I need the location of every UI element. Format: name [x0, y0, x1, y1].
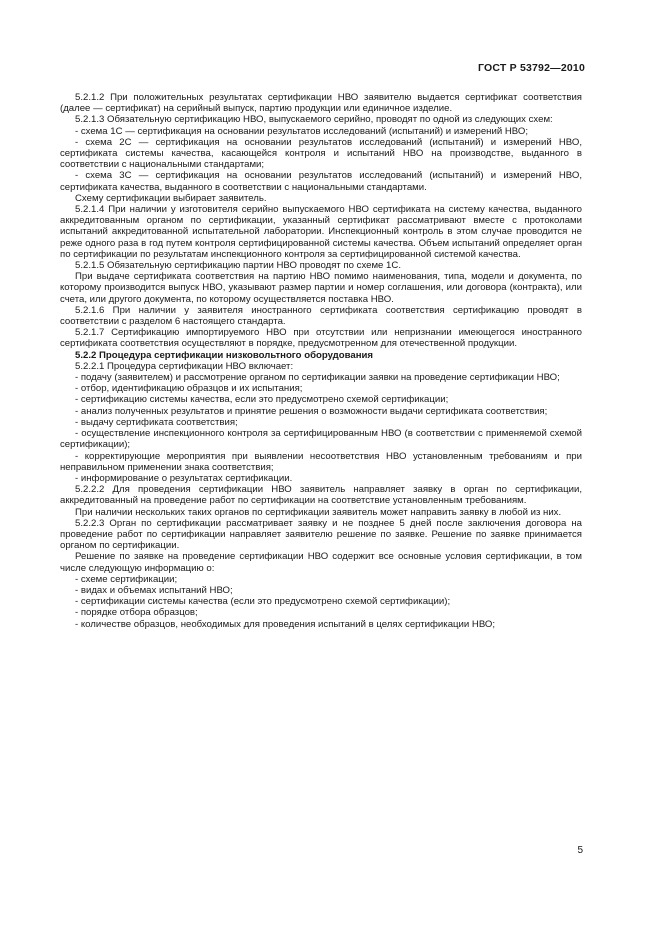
list-item: - схема 2С — сертификация на основании результатов исследований (испытаний) и измерений НВО, сертификата системы качества, касающейся контроля и испытаний НВО на производстве, выданного в соответствии с национальными стандартами;	[60, 136, 582, 171]
list-item: - информирование о результатах сертификации.	[75, 472, 293, 484]
list-item: - отбор, идентификацию образцов и их испытания;	[75, 383, 303, 395]
list-item: - подачу (заявителем) и рассмотрение органом по сертификации заявки на проведение сертификации НВО;	[75, 372, 560, 384]
paragraph: 5.2.2.1 Процедура сертификации НВО включает:	[75, 360, 294, 372]
list-item: - количестве образцов, необходимых для проведения испытаний в целях сертификации НВО;	[75, 618, 496, 630]
list-item: - анализ полученных результатов и принятие решения о возможности выдачи сертификата соответствия;	[75, 405, 548, 417]
paragraph: При наличии нескольких таких органов по сертификации заявитель может направить заявку в любой из них.	[75, 506, 562, 518]
list-item: - схема 1С — сертификация на основании результатов исследований (испытаний) и измерений НВО;	[75, 125, 528, 137]
list-item: - сертификацию системы качества, если это предусмотрено схемой сертификации;	[75, 394, 449, 406]
paragraph: 5.2.2.2 Для проведения сертификации НВО заявитель направляет заявку в орган по сертификации, аккредитованный на проведение работ по сертификации на соответствие установленным требованиям.	[60, 484, 582, 507]
paragraph: 5.2.2.3 Орган по сертификации рассматривает заявку и не позднее 5 дней после заключения договора на проведение работ по сертификации направляет заявителю решение по заявке. Решение по заявке принимается органом по сертификации.	[60, 517, 582, 552]
list-item: - выдачу сертификата соответствия;	[75, 416, 238, 428]
paragraph: 5.2.1.5 Обязательную сертификацию партии НВО проводят по схеме 1С.	[75, 260, 401, 272]
list-item: - корректирующие мероприятия при выявлении несоответствия НВО установленным требованиям и при неправильном применении знака соответствия;	[60, 450, 582, 473]
list-item: - видах и объемах испытаний НВО;	[75, 584, 233, 596]
standard-header: ГОСТ Р 53792—2010	[477, 62, 585, 74]
paragraph: Схему сертификации выбирает заявитель.	[75, 192, 267, 204]
paragraph: При выдаче сертификата соответствия на партию НВО помимо наименования, типа, модели и документа, по которому производится выпуск НВО, указывают размер партии и номер соглашения, или договора (контракта), или счета, или другого документа, по которому осуществляется поставка НВО.	[60, 271, 582, 305]
paragraph: 5.2.1.7 Сертификацию импортируемого НВО при отсутствии или непризнании имеющегося иностранного сертификата соответствия осуществляют в порядке, предусмотренном для отечественной продукции.	[60, 327, 582, 350]
document-body	[60, 92, 582, 630]
list-item: - сертификации системы качества (если это предусмотрено схемой сертификации);	[75, 596, 451, 608]
paragraph: 5.2.1.3 Обязательную сертификацию НВО, выпускаемого серийно, проводят по одной из следующих схем:	[75, 114, 553, 126]
list-item: - схеме сертификации;	[75, 573, 178, 585]
paragraph: 5.2.1.2 При положительных результатах сертификации НВО заявителю выдается сертификат соответствия (далее — сертификат) на серийный выпуск, партию продукции или единичное изделие.	[60, 92, 582, 115]
page-number: 5	[577, 845, 583, 856]
list-item: - осуществление инспекционного контроля за сертифицированным НВО (в соответствии с применяемой схемой сертификации);	[60, 428, 582, 451]
paragraph: 5.2.1.6 При наличии у заявителя иностранного сертификата соответствия сертификацию проводят в соответствии с разделом 6 настоящего стандарта.	[60, 304, 582, 328]
paragraph: Решение по заявке на проведение сертификации НВО содержит все основные условия сертификации, в том числе следующую информацию о:	[60, 551, 582, 574]
paragraph: 5.2.1.4 При наличии у изготовителя серийно выпускаемого НВО сертификата на систему качества, выданного аккредитованным органом по сертификации, указанный сертификат рассматривают вместе с протоколами испытаний аккредитованной испытательной лаборатории. Инспекционный контроль в этом случае проводится не реже одного раза в год путем контроля сертифицированной системы качества. Объем испытаний определяет орган по сертификации по результатам инспекционного контроля за сертифицированной системой качества.	[60, 204, 582, 260]
list-item: - порядке отбора образцов;	[75, 607, 198, 619]
list-item: - схема 3С — сертификация на основании результатов исследований (испытаний) и измерений НВО, сертификата качества, выданного в соответствии с национальными стандартами.	[60, 170, 582, 193]
section-heading: 5.2.2 Процедура сертификации низковольтного оборудования	[75, 349, 374, 361]
